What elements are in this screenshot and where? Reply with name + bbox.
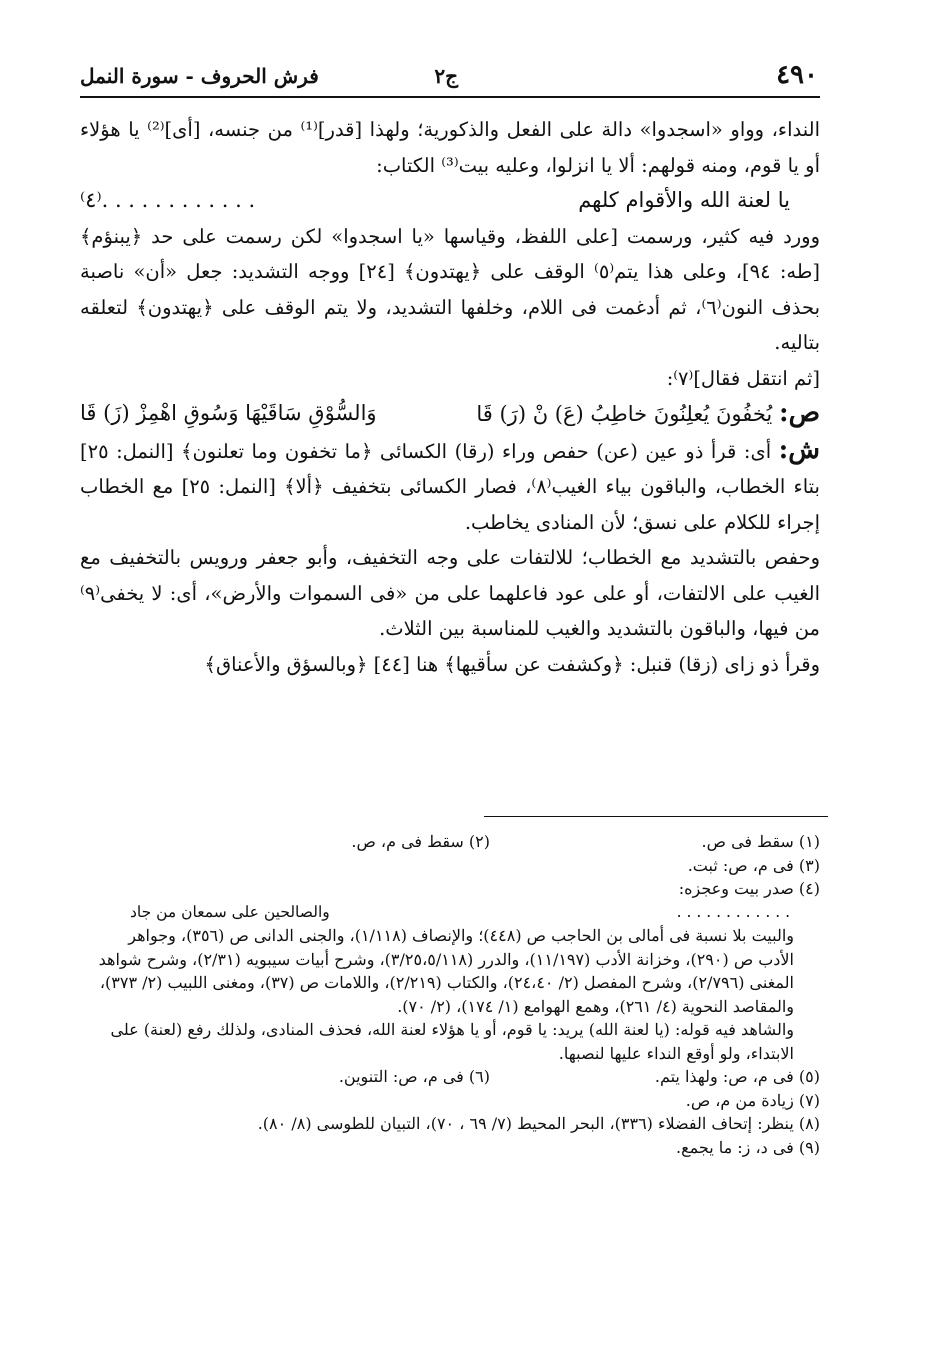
poem-hemistich: يا لعنة الله والأقوام كلهم xyxy=(578,188,790,212)
main-text xyxy=(80,112,820,682)
footnote-rule xyxy=(484,816,828,817)
footnote-row xyxy=(90,1065,820,1089)
footnote-1: (١) سقط فى ص. xyxy=(701,832,820,851)
poem-ellipsis: . . . . . . . . . . . .⁽٤⁾ xyxy=(80,188,256,212)
paragraph-5: وقرأ ذو زاى (زقا) قنبل: ﴿وكشفت عن سأقيها﴾ هنا [٤٤] ﴿وبالسؤق والأعناق﴾ xyxy=(204,652,820,676)
footnote-6: (٦) فى م، ص: التنوين. xyxy=(338,1067,490,1086)
footnote-poem-hemistich: والصالحين على سمعان من جاد xyxy=(130,902,330,921)
chapter-title: فرش الحروف - سورة النمل xyxy=(80,64,319,88)
footnote-4: (٤) صدر بيت وعجزه: xyxy=(678,879,820,898)
paragraph-1: النداء، وواو «اسجدوا» دالة على الفعل والذكورية؛ ولهذا [قدر]⁽¹⁾ من جنسه، [أى]⁽²⁾ يا هؤلاء أو يا قوم، ومنه قولهم: ألا يا انزلوا، وعليه بيت⁽³⁾ الكتاب: xyxy=(80,118,820,177)
running-header xyxy=(80,60,818,96)
commentary-marker: ش: xyxy=(778,434,820,465)
commentary-text: أى: قرأ ذو عين (عن) حفص وراء (رقا) الكسائى ﴿ما تخفون وما تعلنون﴾ [النمل: ٢٥] بتاء الخطاب، والباقون بياء الغيب⁽٨⁾، فصار الكسائى بتخفيف ﴿ألا﴾ [النمل: ٢٥] مع الخطاب إجراء للكلام على نسق؛ لأن المنادى يخاطب. xyxy=(80,439,820,534)
commentary-paragraph xyxy=(80,433,820,541)
footnotes xyxy=(90,830,820,1159)
footnote-row xyxy=(90,830,820,854)
footnote-8: (٨) ينظر: إتحاف الفضلاء (٣٣٦)، البحر المحيط (٧/ ٦٩ ، ٧٠)، التبيان للطوسى (٨/ ٨٠). xyxy=(257,1114,820,1133)
header-rule xyxy=(80,96,820,98)
volume-label: ج٢ xyxy=(434,64,458,88)
verse-line xyxy=(80,396,820,433)
footnote-4-evidence: والشاهد فيه قوله: (يا لعنة الله) يريد: يا قوم، أو يا هؤلاء لعنة الله، فحذف المنادى، ولذلك رفع (لعنة) على الابتداء، ولو أوقع النداء عليها لنصبها. xyxy=(110,1020,794,1063)
footnote-4-sources: والبيت بلا نسبة فى أمالى بن الحاجب ص (٤٤٨)؛ والإنصاف (١/١١٨)، والجنى الدانى ص (٣٥٦)، وجواهر الأدب ص (٢٩٠)، وخزانة الأدب (١١/١٩٧)، والدرر (٣/٢٥،٥/١١٨)، وشرح أبيات سيبويه (٢/٣١)، وشرح شواهد المغنى (٢/٧٩٦)، وشرح المفصل (٢/ ٢٤،٤٠)، والكتاب (٢/٢١٩)، واللامات ص (٣٧)، ومغنى اللبيب (٢/ ٣٧٣)، والمقاصد النحوية (٤/ ٢٦١)، وهمع الهوامع (١/ ١٧٤)، (٢/ ٧٠). xyxy=(98,926,794,1016)
footnote-2: (٢) سقط فى م، ص. xyxy=(351,832,490,851)
verse-hemistich-2: وَالسُّوْقِ سَاقَيْهَا وَسُوقِ اهْمِزْ (زَ) قَا xyxy=(80,401,377,425)
paragraph-3: [ثم انتقل فقال]⁽٧⁾: xyxy=(666,366,820,390)
footnote-poem xyxy=(90,901,820,925)
footnote-9: (٩) فى د، ز: ما يجمع. xyxy=(676,1137,820,1157)
footnote-5: (٥) فى م، ص: ولهذا يتم. xyxy=(654,1067,820,1086)
paragraph-4: وحفص بالتشديد مع الخطاب؛ للالتفات على وجه التخفيف، وأبو جعفر ورويس بالتخفيف مع الغيب على الالتفات، أو على عود فاعلهما على من «فى السموات والأرض»، أى: لا يخفى⁽٩⁾ من فيها، والباقون بالتشديد والغيب للمناسبة بين الثلاث. xyxy=(80,546,820,640)
verse-hemistich-1: يُخفُونَ يُعلِنُونَ خاطِبُ (عَ) نْ (رَ) قَا xyxy=(476,402,773,426)
poem-line xyxy=(80,183,820,219)
verse-marker: ص: xyxy=(778,398,820,428)
page-number: ٤٩٠ xyxy=(776,60,818,90)
footnote-3: (٣) فى م، ص: ثبت. xyxy=(687,855,820,875)
paragraph-2: وورد فيه كثير، ورسمت [على اللفظ، وقياسها «يا اسجدوا» لكن رسمت على حد ﴿يبنؤم﴾ [طه: ٩٤]، وعلى هذا يتم⁽٥⁾ الوقف على ﴿يهتدون﴾ [٢٤] ووجه التشديد: جعل «أن» ناصبة بحذف النون⁽٦⁾، ثم أدغمت فى اللام، وخلفها التشديد، ولا يتم الوقف على ﴿يهتدون﴾ لتعلقه بتاليه. xyxy=(80,224,821,354)
footnote-poem-dots: . . . . . . . . . . . . xyxy=(676,902,790,921)
verse-right-part xyxy=(476,396,820,433)
footnote-7: (٧) زيادة من م، ص. xyxy=(685,1090,820,1110)
